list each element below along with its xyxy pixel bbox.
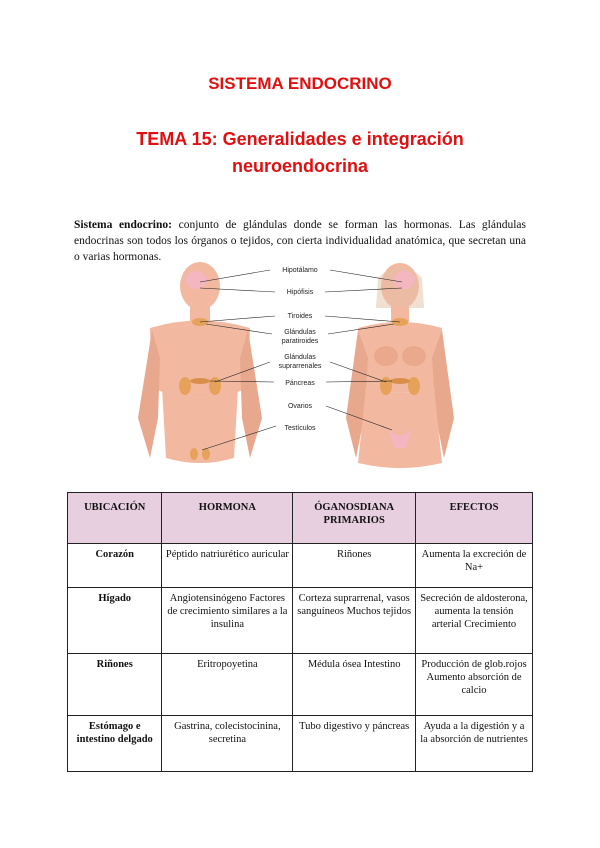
label-paratiroides: paratiroides	[281, 338, 319, 345]
cell-hormona: Angiotensinógeno Factores de crecimiento similares a la insulina	[162, 588, 293, 654]
cell-organos: Tubo digestivo y páncreas	[293, 716, 416, 772]
cell-efectos: Secreción de aldosterona, aumenta la tensión arterial Crecimiento	[416, 588, 533, 654]
cell-organos: Riñones	[293, 544, 416, 588]
hormone-table	[67, 492, 533, 772]
cell-hormona: Péptido natriurético auricular	[162, 544, 293, 588]
table-row	[68, 544, 533, 588]
subtitle-line-1: TEMA 15: Generalidades e integración	[136, 129, 464, 149]
label-hipotalamo: Hipotálamo	[282, 267, 318, 274]
label-glandulas-2: Glándulas	[284, 354, 316, 361]
endocrine-figure	[130, 258, 470, 478]
label-tiroides: Tiroides	[287, 313, 313, 320]
male-thyroid	[192, 318, 208, 326]
intro-term: Sistema endocrino:	[74, 218, 172, 231]
label-suprarrenales: suprarrenales	[278, 363, 322, 370]
label-hipofisis: Hipófisis	[286, 289, 314, 296]
cell-organos: Médula ósea Intestino	[293, 654, 416, 716]
cell-efectos: Ayuda a la digestión y a la absorción de nutrientes	[416, 716, 533, 772]
label-ovarios: Ovarios	[287, 403, 313, 410]
cell-ubicacion: Riñones	[68, 654, 162, 716]
table-row	[68, 716, 533, 772]
intro-text: conjunto de glándulas donde se forman las hormonas. Las glándulas endocrinas son todos los órganos o tejidos, con cierta individualidad anatómica, que secretan una o varias hormonas.	[74, 218, 526, 263]
cell-efectos: Producción de glob.rojos Aumento absorción de calcio	[416, 654, 533, 716]
cell-ubicacion: Estómago e intestino delgado	[68, 716, 162, 772]
subtitle-line-2: neuroendocrina	[231, 156, 369, 176]
figure-labels	[279, 267, 322, 432]
header-ubicacion: UBICACIÓN	[68, 493, 162, 544]
male-brain	[185, 271, 207, 289]
table-header-row	[68, 493, 533, 544]
male-pancreas	[190, 378, 210, 384]
cell-organos: Corteza suprarrenal, vasos sanguíneos Muchos tejidos	[293, 588, 416, 654]
table-row	[68, 654, 533, 716]
label-pancreas: Páncreas	[285, 380, 315, 387]
female-thyroid	[392, 318, 408, 326]
cell-hormona: Eritropoyetina	[162, 654, 293, 716]
page-subtitle	[0, 126, 600, 180]
page-title: SISTEMA ENDOCRINO	[208, 74, 392, 93]
label-testiculos: Testículos	[284, 425, 316, 432]
table-row	[68, 588, 533, 654]
cell-hormona: Gastrina, colecistocinina, secretina	[162, 716, 293, 772]
female-body	[346, 263, 454, 468]
label-glandulas-1: Glándulas	[284, 329, 316, 336]
female-brain	[393, 271, 415, 289]
header-hormona: HORMONA	[162, 493, 293, 544]
header-efectos: EFECTOS	[416, 493, 533, 544]
male-body	[138, 262, 262, 463]
cell-ubicacion: Corazón	[68, 544, 162, 588]
cell-efectos: Aumenta la excreción de Na+	[416, 544, 533, 588]
cell-ubicacion: Hígado	[68, 588, 162, 654]
header-organos: ÓGANOSDIANA PRIMARIOS	[293, 493, 416, 544]
female-pancreas	[390, 378, 410, 384]
